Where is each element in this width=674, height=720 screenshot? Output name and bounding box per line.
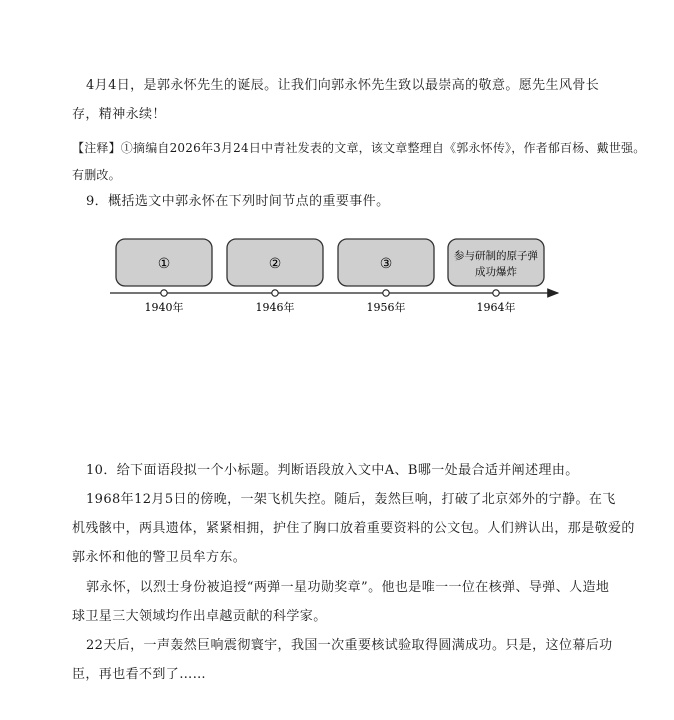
passage-bottom-p2-line-2: 球卫星三大领域均作出卓越贡献的科学家。: [72, 609, 327, 624]
timeline-box-2: [227, 239, 323, 286]
passage-top-line-2: 存，精神永续！: [72, 107, 166, 122]
passage-bottom-p3-line-2: 臣，再也看不到了……: [72, 667, 207, 682]
timeline-year-4: 1964年: [476, 301, 516, 314]
passage-bottom-p1-line-3: 郭永怀和他的警卫员牟方东。: [72, 550, 247, 565]
timeline-node-1: [161, 290, 167, 296]
question-10: 10．给下面语段拟一个小标题。判断语段放入文中A、B哪一处最合适并阐述理由。: [86, 463, 579, 478]
timeline-box-3: [338, 239, 434, 286]
footnote-line-1: 【注释】①摘编自2026年3月24日中青社发表的文章，该文章整理自《郭永怀传》，作者郁百杨、戴世强。: [72, 141, 646, 155]
passage-bottom-p1-line-2: 机残骸中，两具遗体，紧紧相拥，护住了胸口放着重要资料的公文包。人们辨认出，那是敬爱的: [72, 521, 635, 536]
timeline-box-1: [116, 239, 212, 286]
passage-bottom-p3-line-1: 22天后，一声轰然巨响震彻寰宇，我国一次重要核试验取得圆满成功。只是，这位幕后功: [86, 638, 613, 653]
timeline-box-4-line-1: 参与研制的原子弹: [454, 250, 538, 262]
timeline-year-3: 1956年: [366, 301, 406, 314]
passage-bottom-p1-line-1: 1968年12月5日的傍晚，一架飞机失控。随后，轰然巨响，打破了北京郊外的宁静。在飞: [86, 492, 616, 507]
timeline-node-2: [272, 290, 278, 296]
question-9: 9．概括选文中郭永怀在下列时间节点的重要事件。: [86, 194, 390, 209]
timeline-box-1-label: ①: [157, 256, 171, 272]
passage-top-line-1: 4月4日，是郭永怀先生的诞辰。让我们向郭永怀先生致以最崇高的敬意。愿先生风骨长: [86, 78, 600, 93]
timeline-box-4: [448, 239, 544, 286]
timeline-diagram: [0, 230, 674, 320]
timeline-year-2: 1946年: [255, 301, 295, 314]
footnote-line-2: 有删改。: [72, 168, 121, 182]
timeline-year-1: 1940年: [144, 301, 184, 314]
timeline-node-3: [383, 290, 389, 296]
timeline-node-4: [493, 290, 499, 296]
timeline-box-3-label: ③: [379, 256, 393, 272]
timeline-box-2-label: ②: [268, 256, 282, 272]
passage-bottom-p2-line-1: 郭永怀，以烈士身份被追授“两弹一星功勋奖章”。他也是唯一一位在核弹、导弹、人造地: [86, 580, 610, 595]
timeline-box-4-line-2: 成功爆炸: [475, 266, 517, 278]
